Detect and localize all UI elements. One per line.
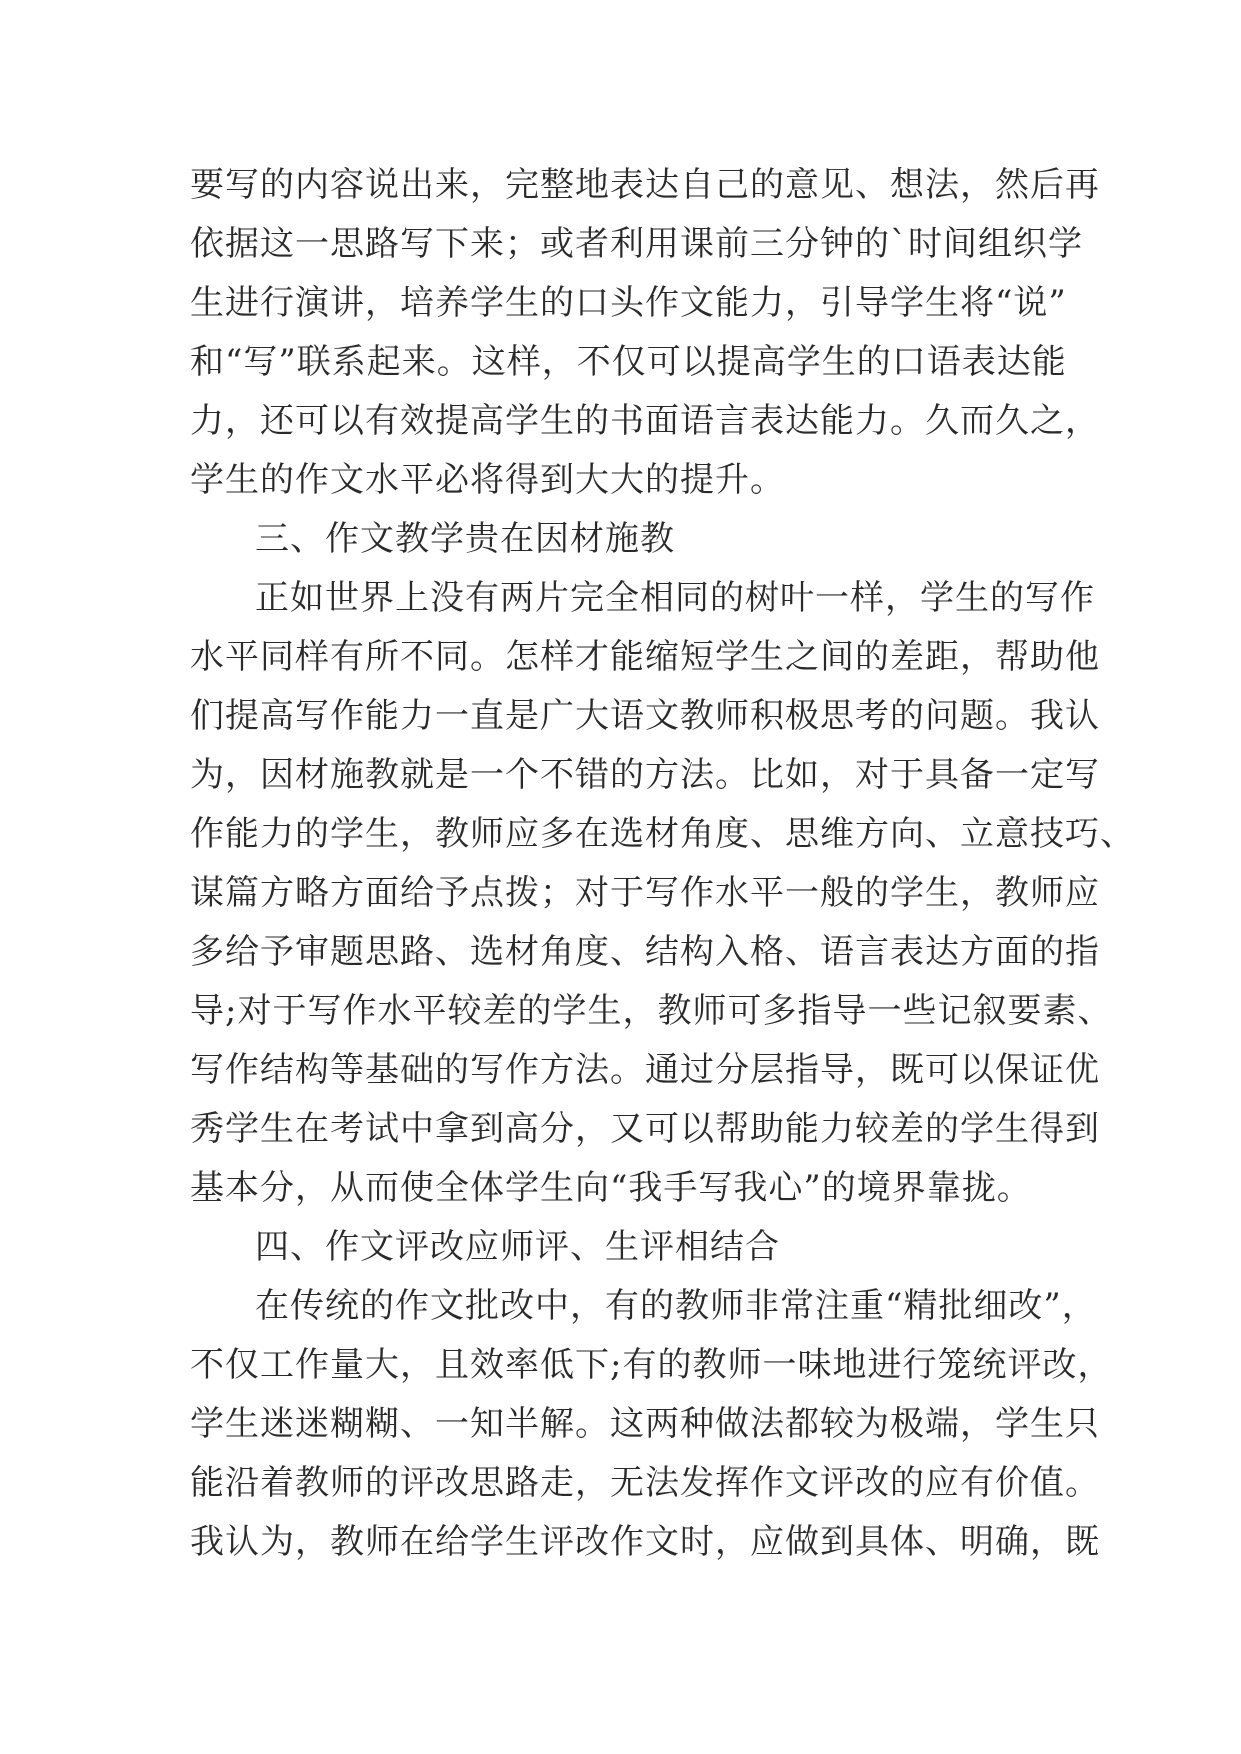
text-line: 学生的作文水平必将得到大大的提升。 bbox=[190, 460, 785, 500]
text-line: 能沿着教师的评改思路走，无法发挥作文评改的应有价值。 bbox=[190, 1463, 1100, 1503]
text-line: 要写的内容说出来，完整地表达自己的意见、想法，然后再 bbox=[190, 165, 1100, 205]
text-line: 作能力的学生，教师应多在选材角度、思维方向、立意技巧、 bbox=[190, 814, 1135, 854]
text-line: 学生迷迷糊糊、一知半解。这两种做法都较为极端，学生只 bbox=[190, 1404, 1100, 1444]
document-page bbox=[190, 156, 1135, 1572]
text-line: 导;对于写作水平较差的学生，教师可多指导一些记叙要素、 bbox=[190, 991, 1113, 1031]
text-line: 和“写”联系起来。这样，不仅可以提高学生的口语表达能 bbox=[190, 342, 1067, 382]
text-line: 依据这一思路写下来；或者利用课前三分钟的`时间组织学 bbox=[190, 224, 1083, 264]
text-line: 为，因材施教就是一个不错的方法。比如，对于具备一定写 bbox=[190, 755, 1100, 795]
text-line: 多给予审题思路、选材角度、结构入格、语言表达方面的指 bbox=[190, 932, 1100, 972]
text-line: 秀学生在考试中拿到高分，又可以帮助能力较差的学生得到 bbox=[190, 1109, 1100, 1149]
text-line: 我认为，教师在给学生评改作文时，应做到具体、明确，既 bbox=[190, 1522, 1100, 1562]
text-line: 生进行演讲，培养学生的口头作文能力，引导学生将“说” bbox=[190, 283, 1067, 323]
section-heading: 三、作文教学贵在因材施教 bbox=[255, 519, 675, 559]
text-line: 基本分，从而使全体学生向“我手写我心”的境界靠拢。 bbox=[190, 1168, 1032, 1208]
text-line: 不仅工作量大，且效率低下;有的教师一味地进行笼统评改， bbox=[190, 1345, 1113, 1385]
text-line: 写作结构等基础的写作方法。通过分层指导，既可以保证优 bbox=[190, 1050, 1100, 1090]
text-line: 正如世界上没有两片完全相同的树叶一样，学生的写作 bbox=[255, 578, 1095, 618]
text-line: 谋篇方略方面给予点拨；对于写作水平一般的学生，教师应 bbox=[190, 873, 1100, 913]
section-heading: 四、作文评改应师评、生评相结合 bbox=[255, 1227, 780, 1267]
text-line: 水平同样有所不同。怎样才能缩短学生之间的差距，帮助他 bbox=[190, 637, 1100, 677]
text-line: 力，还可以有效提高学生的书面语言表达能力。久而久之， bbox=[190, 401, 1100, 441]
text-line: 在传统的作文批改中，有的教师非常注重“精批细改”， bbox=[255, 1286, 1097, 1326]
text-line: 们提高写作能力一直是广大语文教师积极思考的问题。我认 bbox=[190, 696, 1100, 736]
